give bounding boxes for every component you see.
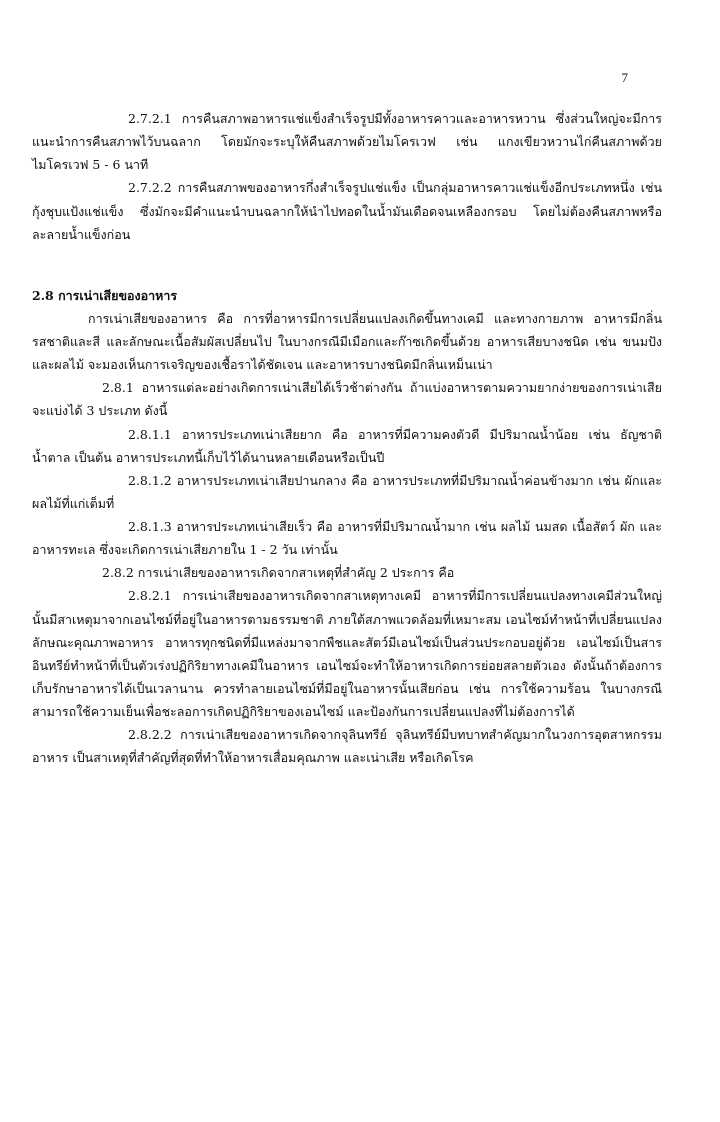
paragraph-2-7-2-1: 2.7.2.1 การคืนสภาพอาหารแช่แข็งสำเร็จรูปมีทั้งอาหารคาวและอาหารหวาน ซึ่งส่วนใหญ่จะมีการแนะนำการคืนสภาพไว้บนฉลาก โดยมักจะระบุให้คืนสภาพด้วยไมโครเวฟ เช่น แกงเขียวหวานไก่คืนสภาพด้วยไมโครเวฟ 5 - 6 นาที xyxy=(32,111,662,173)
paragraph-2-8-2-2: 2.8.2.2 การเน่าเสียของอาหารเกิดจากจุลินทรีย์ จุลินทรีย์มีบทบาทสำคัญมากในวงการอุตสาหกรรมอาหาร เป็นสาเหตุที่สำคัญที่สุดที่ทำให้อาหารเสื่อมคุณภาพ และเน่าเสีย หรือเกิดโรค xyxy=(32,727,662,766)
paragraph-2-8-2: 2.8.2 การเน่าเสียของอาหารเกิดจากสาเหตุที่สำคัญ 2 ประการ คือ xyxy=(102,565,455,581)
paragraph-2-8-2-1: 2.8.2.1 การเน่าเสียของอาหารเกิดจากสาเหตุทางเคมี อาหารที่มีการเปลี่ยนแปลงทางเคมีส่วนใหญ่นั้นมีสาเหตุมาจากเอนไซม์ที่อยู่ในอาหารตามธรรมชาติ ภายใต้สภาพแวดล้อมที่เหมาะสม เอนไซม์ทำหน้าที่เปลี่ยนแปลงลักษณะคุณภาพอาหาร อาหารทุกชนิดที่มีแหล่งมาจากพืชและสัตว์มีเอนไซม์เป็นส่วนประกอบอยู่ด้วย เอนไซม์เป็นสารอินทรีย์ทำหน้าที่เป็นตัวเร่งปฏิกิริยาทางเคมีในอาหาร เอนไซม์จะทำให้อาหารเกิดการย่อยสลายตัวเอง ดังนั้นถ้าต้องการเก็บรักษาอาหารได้เป็นเวลานาน ควรทำลายเอนไซม์ที่มีอยู่ในอาหารนั้นเสียก่อน เช่น การใช้ความร้อน ในบางกรณีสามารถใช้ความเย็นเพื่อชะลอการเกิดปฏิกิริยาของเอนไซม์ และป้องกันการเปลี่ยนแปลงที่ไม่ต้องการได้ xyxy=(32,588,662,719)
paragraph-2-8-1-1: 2.8.1.1 อาหารประเภทเน่าเสียยาก คือ อาหารที่มีความคงตัวดี มีปริมาณน้ำน้อย เช่น ธัญชาติ น้ำตาล เป็นต้น อาหารประเภทนี้เก็บไว้ได้นานหลายเดือนหรือเป็นปี xyxy=(32,426,662,465)
paragraph-2-8-intro: การเน่าเสียของอาหาร คือ การที่อาหารมีการเปลี่ยนแปลงเกิดขึ้นทางเคมี และทางกายภาพ อาหารมีกลิ่น รสชาติและสี และลักษณะเนื้อสัมผัสเปลี่ยนไป ในบางกรณีมีเมือกและก๊าซเกิดขึ้นด้วย อาหารเสียบางชนิด เช่น ขนมปัง และผลไม้ จะมองเห็นการเจริญของเชื้อราได้ชัดเจน และอาหารบางชนิดมีกลิ่นเหม็นเน่า xyxy=(32,310,662,373)
paragraph-2-7-2-2: 2.7.2.2 การคืนสภาพของอาหารกึ่งสำเร็จรูปแช่แข็ง เป็นกลุ่มอาหารคาวแช่แข็งอีกประเภทหนึ่ง เช่น กุ้งชุบแป้งแช่แข็ง ซึ่งมักจะมีคำแนะนำบนฉลากให้นำไปทอดในน้ำมันเดือดจนเหลืองกรอบ โดยไม่ต้องคืนสภาพหรือละลายน้ำแข็งก่อน xyxy=(32,180,662,242)
paragraph-2-8-1: 2.8.1 อาหารแต่ละอย่างเกิดการเน่าเสียได้เร็วช้าต่างกัน ถ้าแบ่งอาหารตามความยากง่ายของการเน่าเสีย จะแบ่งได้ 3 ประเภท ดังนี้ xyxy=(32,380,662,419)
section-heading-2-8: 2.8 การเน่าเสียของอาหาร xyxy=(32,287,178,303)
page-number: 7 xyxy=(621,70,628,85)
paragraph-2-8-1-2: 2.8.1.2 อาหารประเภทเน่าเสียปานกลาง คือ อาหารประเภทที่มีปริมาณน้ำค่อนข้างมาก เช่น ผักและผลไม้ที่แก่เต็มที่ xyxy=(32,472,662,511)
page-body xyxy=(32,107,662,769)
paragraph-2-8-1-3: 2.8.1.3 อาหารประเภทเน่าเสียเร็ว คือ อาหารที่มีปริมาณน้ำมาก เช่น ผลไม้ นมสด เนื้อสัตว์ ผัก และอาหารทะเล ซึ่งจะเกิดการเน่าเสียภายใน 1 - 2 วัน เท่านั้น xyxy=(32,519,662,558)
